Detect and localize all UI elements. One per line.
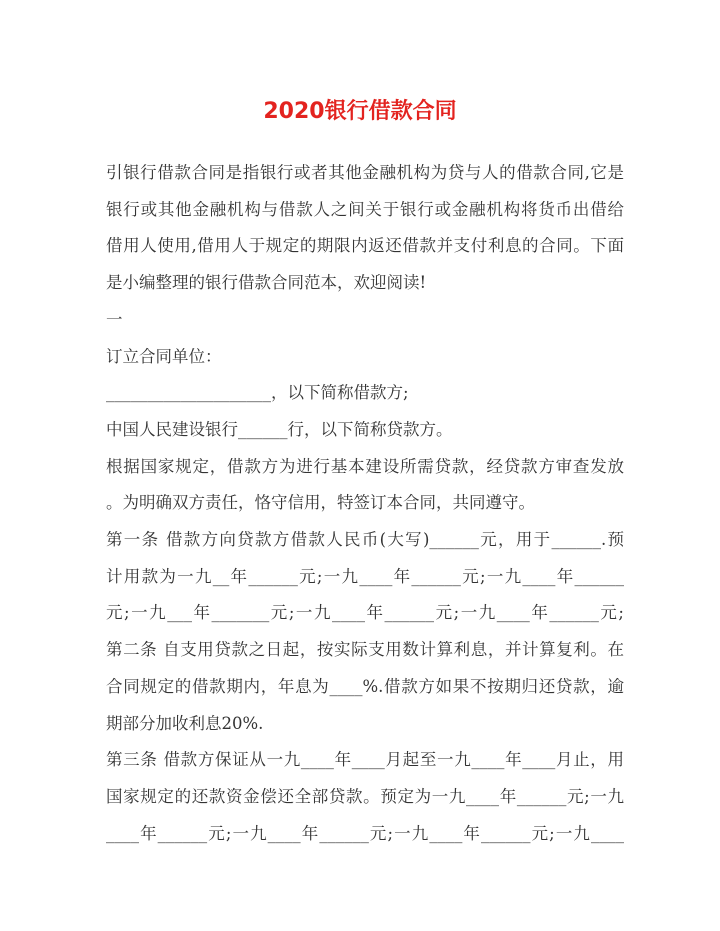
document-line: 合同规定的借款期内，年息为____%.借款方如果不按期归还贷款，逾 <box>106 676 624 696</box>
document-line: 借用人使用,借用人于规定的期限内返还借款并支付利息的合同。下面 <box>106 236 624 256</box>
document-title: 2020银行借款合同 <box>263 99 457 124</box>
document-line: 根据国家规定，借款方为进行基本建设所需贷款，经贷款方审查发放 <box>106 456 624 476</box>
document-line: 期部分加收利息20%. <box>106 713 264 733</box>
document-line: 元;一九___年_______元;一九____年______元;一九____年______元; <box>106 603 624 623</box>
document-line: 订立合同单位： <box>106 346 222 366</box>
document-line: 银行或其他金融机构与借款人之间关于银行或金融机构将货币出借给 <box>106 199 624 219</box>
document-line: 国家规定的还款资金偿还全部贷款。预定为一九____年______元;一九 <box>106 786 624 806</box>
document-line: 是小编整理的银行借款合同范本，欢迎阅读! <box>106 273 427 293</box>
document-line: ____________________，以下简称借款方; <box>106 383 409 403</box>
document-line: 中国人民建设银行______行，以下简称贷款方。 <box>106 419 453 439</box>
document-line: 第二条 自支用贷款之日起，按实际支用数计算利息，并计算复利。在 <box>106 640 624 660</box>
document-line: ____年______元;一九____年______元;一九____年______元;一九____ <box>106 823 624 843</box>
document-line: 第一条 借款方向贷款方借款人民币(大写)______元，用于______.预 <box>106 530 624 549</box>
document-line: 第三条 借款方保证从一九____年____月起至一九____年____月止，用 <box>106 750 624 770</box>
document-line: 引银行借款合同是指银行或者其他金融机构为贷与人的借款合同,它是 <box>106 163 624 182</box>
document-line: 。为明确双方责任，恪守信用，特签订本合同，共同遵守。 <box>106 493 535 513</box>
document-line: 计用款为一九__年______元;一九____年______元;一九____年______ <box>106 566 624 586</box>
document-line: 一 <box>106 309 123 329</box>
